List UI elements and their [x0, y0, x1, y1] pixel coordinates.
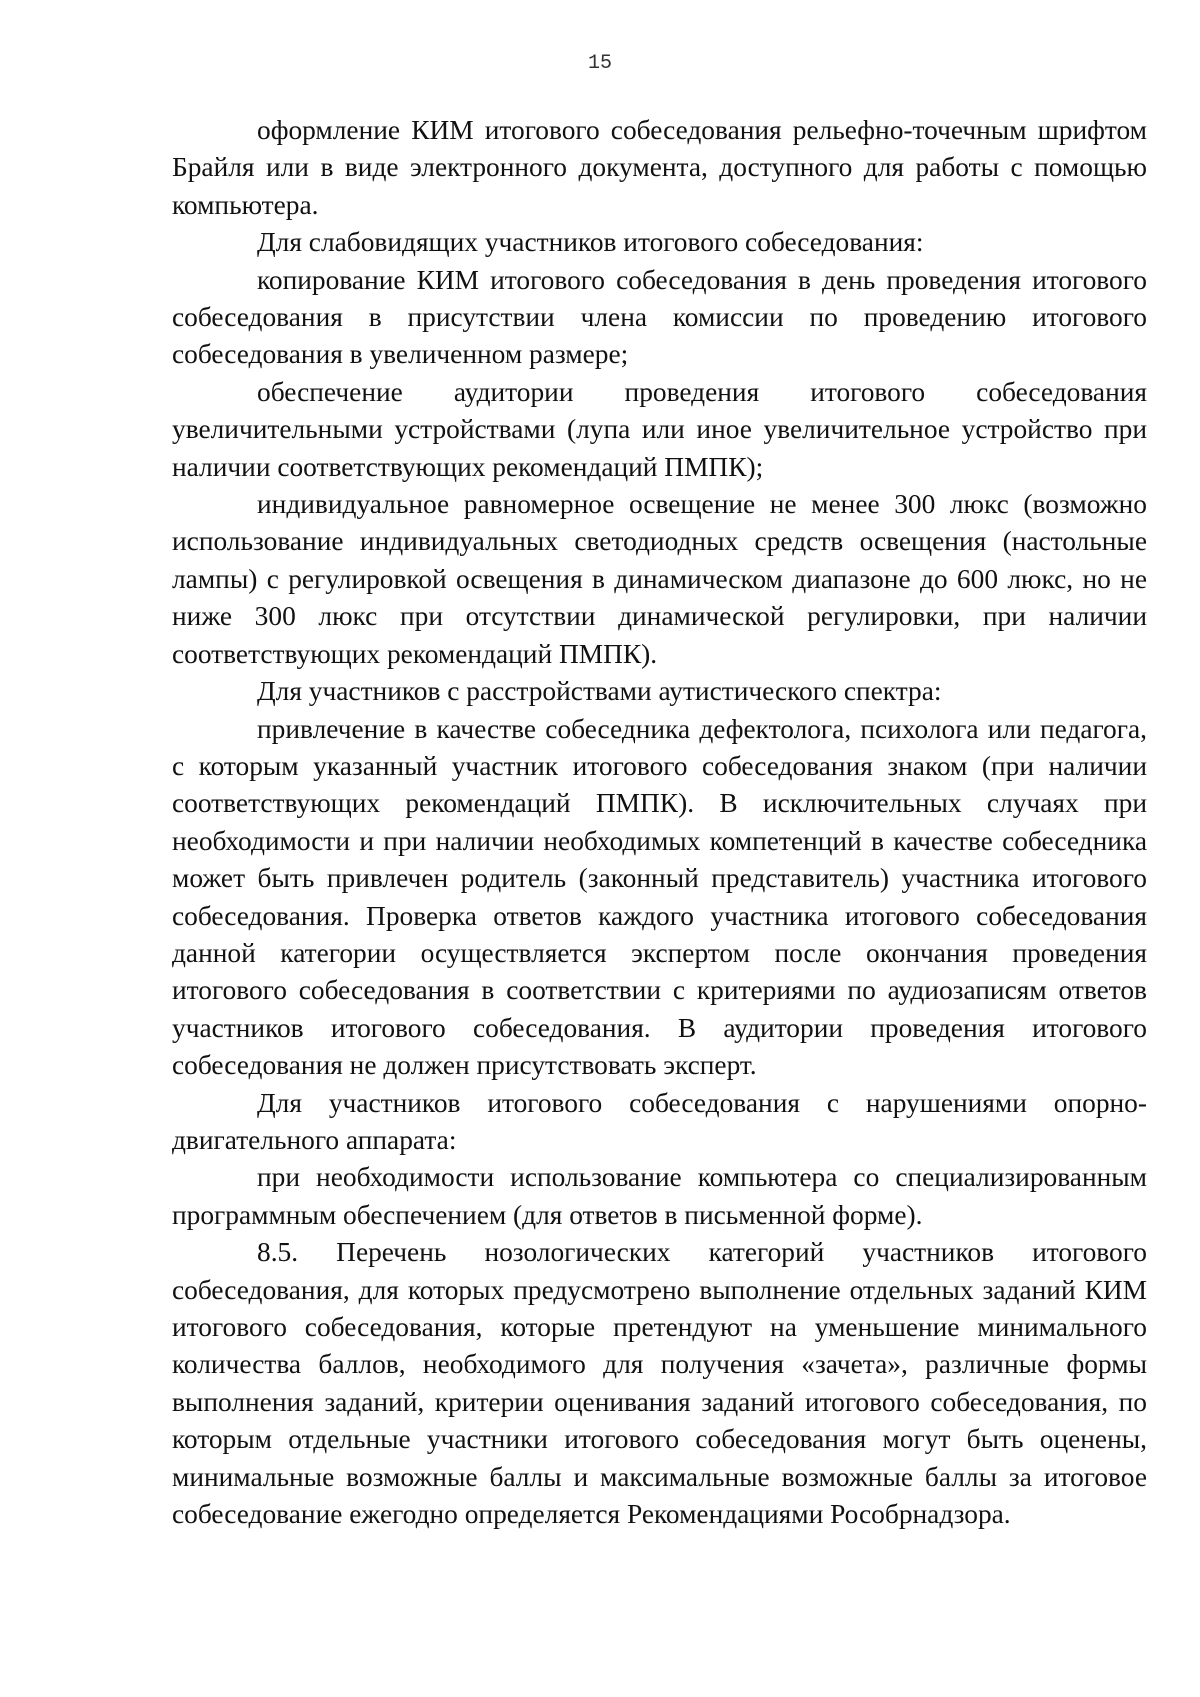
- paragraph-interlocutor: привлечение в качестве собеседника дефектолога, психолога или педагога, с которым указанный участник итогового собеседования знаком (при наличии соответствующих рекомендаций ПМПК). В исключительных случаях при необходимости и при наличии необходимых компетенций в качестве собеседника может быть привлечен родитель (законный представитель) участника итогового собеседования. Проверка ответов каждого участника итогового собеседования данной категории осуществляется экспертом после окончания проведения итогового собеседования в соответствии с критериями по аудиозаписям ответов участников итогового собеседования. В аудитории проведения итогового собеседования не должен присутствовать эксперт.: [172, 713, 1147, 1081]
- page-number: 15: [587, 52, 612, 75]
- paragraph-kim-copy-enlarged: копирование КИМ итогового собеседования в день проведения итогового собеседования в присутствии члена комиссии по проведению итогового собеседования в увеличенном размере;: [172, 264, 1147, 370]
- paragraph-autism-heading: Для участников с расстройствами аутистического спектра:: [257, 676, 942, 707]
- paragraph-computer-software: при необходимости использование компьютера со специализированным программным обеспечением (для ответов в письменной форме).: [172, 1162, 1147, 1230]
- paragraph-musculoskeletal-heading: Для участников итогового собеседования с нарушениями опорно-двигательного аппарата:: [172, 1087, 1147, 1155]
- paragraph-magnifying-devices: обеспечение аудитории проведения итогового собеседования увеличительными устройствами (лупа или иное увеличительное устройство при наличии соответствующих рекомендаций ПМПК);: [172, 376, 1147, 482]
- paragraph-lighting: индивидуальное равномерное освещение не менее 300 люкс (возможно использование индивидуальных светодиодных средств освещения (настольные лампы) с регулировкой освещения в динамическом диапазоне до 600 люкс, но не ниже 300 люкс при отсутствии динамической регулировки, при наличии соответствующих рекомендаций ПМПК).: [172, 489, 1147, 669]
- paragraph-braille-kim: оформление КИМ итогового собеседования рельефно-точечным шрифтом Брайля или в виде электронного документа, доступного для работы с помощью компьютера.: [172, 115, 1147, 220]
- document-body: [172, 112, 1147, 1533]
- paragraph-section-8-5: 8.5. Перечень нозологических категорий участников итогового собеседования, для которых предусмотрено выполнение отдельных заданий КИМ итогового собеседования, которые претендуют на уменьшение минимального количества баллов, необходимого для получения «зачета», различные формы выполнения заданий, критерии оценивания заданий итогового собеседования, по которым отдельные участники итогового собеседования могут быть оценены, минимальные возможные баллы и максимальные возможные баллы за итоговое собеседование ежегодно определяется Рекомендациями Рособрнадзора.: [172, 1237, 1147, 1530]
- paragraph-low-vision-heading: Для слабовидящих участников итогового собеседования:: [257, 227, 924, 258]
